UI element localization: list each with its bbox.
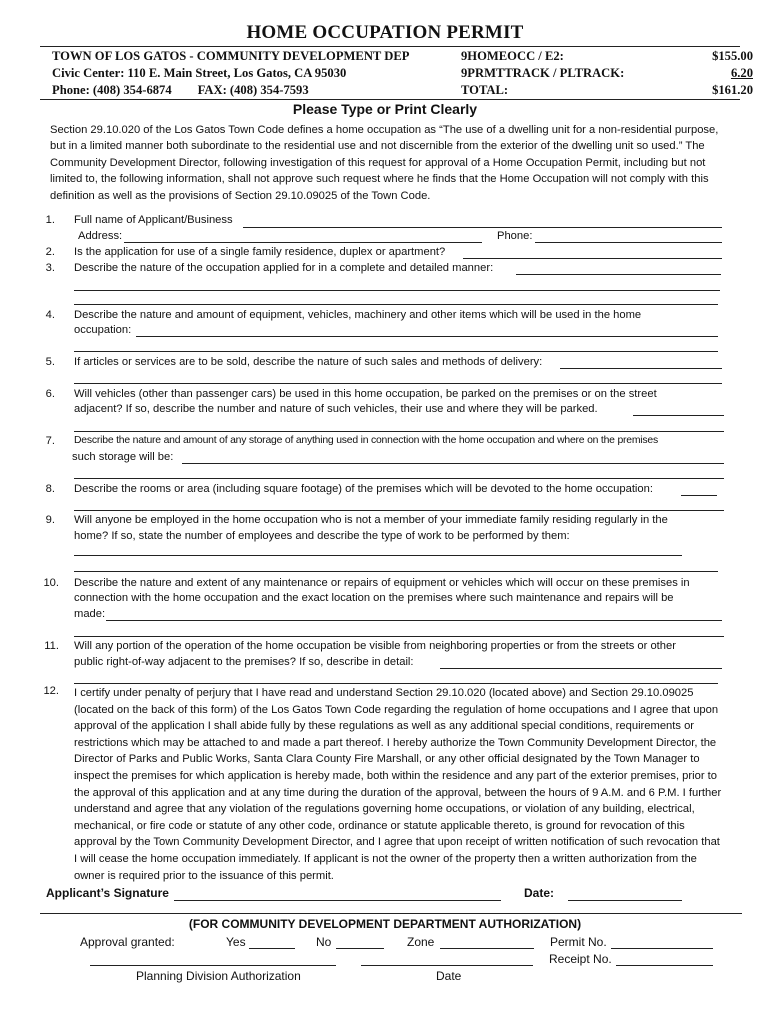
rooms-label: Describe the rooms or area (including square footage) of the premises which will be devoted to the home occupation:	[74, 483, 653, 495]
storage-field[interactable]	[182, 463, 724, 464]
applicant-signature-label: Applicant’s Signature	[46, 886, 169, 900]
approval-no-label: No	[316, 935, 332, 949]
rooms-field[interactable]	[681, 495, 717, 496]
vehicles-label: Will vehicles (other than passenger cars) be used in this home occupation, be parked on the premises or on the street	[74, 388, 657, 400]
signature-date-label: Date:	[524, 886, 555, 900]
residence-type-label: Is the application for use of a single family residence, duplex or apartment?	[74, 246, 446, 258]
sales-field[interactable]	[560, 368, 722, 369]
employees-label: Will anyone be employed in the home occupation who is not a member of your immediate family residing regularly in the	[74, 514, 668, 526]
occupation-nature-field-line[interactable]	[74, 290, 720, 291]
question-number: 11.	[44, 640, 59, 652]
employees-label-cont: home? If so, state the number of employees and describe the type of work to be performed by them:	[74, 530, 570, 542]
employees-field-line[interactable]	[74, 571, 718, 572]
header-phone: Phone: (408) 354-6874	[52, 83, 172, 97]
visibility-field[interactable]	[440, 668, 722, 669]
fee-total-amount: $161.20	[712, 83, 753, 97]
approval-granted-label: Approval granted:	[80, 935, 175, 949]
question-number: 8.	[45, 483, 55, 495]
header-fax: FAX: (408) 354-7593	[197, 83, 309, 97]
header-civic-center: Civic Center: 110 E. Main Street, Los Gatos, CA 95030	[52, 66, 347, 80]
vehicles-label-cont: adjacent? If so, describe the number and nature of such vehicles, their use and where they will be parked.	[74, 403, 598, 415]
question-number: 6.	[45, 388, 55, 400]
header-top-rule	[40, 46, 740, 47]
maintenance-label: Describe the nature and extent of any maintenance or repairs of equipment or vehicles which will occur on these premises in	[74, 577, 690, 589]
header-bottom-rule	[40, 99, 740, 100]
authorization-rule	[40, 913, 742, 914]
form-title: HOME OCCUPATION PERMIT	[246, 22, 524, 43]
sales-field-line[interactable]	[74, 383, 722, 384]
question-number: 5.	[45, 356, 55, 368]
applicant-signature-field[interactable]	[174, 900, 501, 901]
vehicles-field[interactable]	[633, 415, 724, 416]
phone-field[interactable]	[535, 242, 722, 243]
phone-label: Phone:	[497, 230, 533, 242]
question-number: 4.	[45, 309, 55, 321]
applicant-name-label: Full name of Applicant/Business	[74, 214, 233, 226]
occupation-nature-label: Describe the nature of the occupation applied for in a complete and detailed manner:	[74, 262, 494, 274]
fee-block	[461, 48, 753, 99]
question-number: 3.	[45, 262, 55, 274]
planning-authorization-field[interactable]	[90, 965, 336, 966]
planning-authorization-label: Planning Division Authorization	[136, 969, 301, 983]
maintenance-field-line[interactable]	[74, 636, 724, 637]
equipment-field[interactable]	[136, 336, 718, 337]
approval-yes-label: Yes	[226, 935, 246, 949]
rooms-field-line[interactable]	[74, 510, 724, 511]
storage-label-cont: such storage will be:	[72, 451, 174, 463]
maintenance-label-cont: connection with the home occupation and the exact location on the premises where such maintenance and repairs will be	[74, 592, 674, 604]
residence-type-field[interactable]	[463, 258, 722, 259]
storage-field-line[interactable]	[74, 478, 724, 479]
vehicles-field-line[interactable]	[74, 431, 724, 432]
question-number: 10.	[43, 577, 59, 589]
authorization-date-field[interactable]	[361, 965, 533, 966]
receipt-number-label: Receipt No.	[549, 952, 612, 966]
visibility-field-line[interactable]	[74, 683, 718, 684]
approval-yes-field[interactable]	[249, 948, 295, 949]
permit-number-label: Permit No.	[550, 935, 607, 949]
question-number: 1.	[45, 214, 55, 226]
question-number: 2.	[45, 246, 55, 258]
fee-total-label: TOTAL:	[461, 83, 509, 97]
header-department: TOWN OF LOS GATOS - COMMUNITY DEVELOPMENT DEP	[52, 49, 410, 63]
authorization-date-label: Date	[436, 969, 462, 983]
visibility-label-cont: public right-of-way adjacent to the premises? If so, describe in detail:	[74, 656, 414, 668]
intro-paragraph: Section 29.10.020 of the Los Gatos Town Code defines a home occupation as “The use of a dwelling unit for a non-residential purpose, but in a limited manner both subordinate to the residential use and not discernible from the exterior of the dwelling unit so used.” The Community Development Director, following investigation of this request for approval of a Home Occupation Permit, including but not limited to, the following information, shall not approve such request where he finds that the Home Occupation will not comply with this definition as well as the provisions of Section 29.10.09025 of the Town Code.	[50, 124, 719, 202]
fee-amount: $155.00	[712, 49, 753, 63]
occupation-nature-field-line[interactable]	[74, 304, 718, 305]
approval-no-field[interactable]	[336, 948, 384, 949]
header-address-block	[52, 48, 409, 99]
signature-date-field[interactable]	[568, 900, 682, 901]
question-number: 9.	[45, 514, 55, 526]
employees-field[interactable]	[74, 555, 682, 556]
sales-label: If articles or services are to be sold, describe the nature of such sales and methods of delivery:	[74, 356, 543, 368]
receipt-number-field[interactable]	[616, 965, 713, 966]
zone-label: Zone	[407, 935, 435, 949]
fee-label: 9PRMTTRACK / PLTRACK:	[461, 66, 625, 80]
fee-amount: 6.20	[730, 66, 753, 80]
permit-number-field[interactable]	[611, 948, 713, 949]
instructions-heading: Please Type or Print Clearly	[292, 101, 478, 117]
occupation-nature-field[interactable]	[516, 274, 721, 275]
equipment-field-line[interactable]	[74, 351, 718, 352]
address-label: Address:	[78, 230, 123, 242]
maintenance-label-cont: made:	[74, 608, 106, 620]
question-number: 7.	[45, 435, 55, 447]
zone-field[interactable]	[440, 948, 534, 949]
equipment-label: Describe the nature and amount of equipment, vehicles, machinery and other items which will be used in the home	[74, 309, 642, 321]
authorization-heading: (FOR COMMUNITY DEVELOPMENT DEPARTMENT AUTHORIZATION)	[188, 917, 582, 931]
equipment-label-cont: occupation:	[74, 324, 132, 336]
maintenance-field[interactable]	[106, 620, 722, 621]
fee-label: 9HOMEOCC / E2:	[461, 49, 564, 63]
certification-paragraph: I certify under penalty of perjury that I have read and understand Section 29.10.020 (located above) and Section 29.10.09025 (located on the back of this form) of the Los Gatos Town Code regarding the regulation of home occupations and I agree that upon approval of the application I shall abide fully by these regulations as well as any additional special conditions, requirements or restrictions which may be attached to and made a part thereof. I hereby authorize the Town Community Development Director, the Director of Parks and Public Works, Santa Clara County Fire Marshall, or any other official designated by the Town Manager to inspect the premises for which application is hereby made, both within the residence and any part of the exterior premises, prior to the approval of this application and at any time during the duration of the approval, between the hours of 9 A.M. and 6 P.M. I further understand and agree that any violation of the regulations governing home occupations, or violation of any building, electrical, mechanical, or fire code or statute of any other code, ordinance or statute applicable thereto, is ground for revocation of this approval by the Town Community Development Director, and I agree that upon receipt of written notification of such revocation that I will cease the home occupation immediately. If applicant is not the owner of the property then a written authorization from the owner is required prior to the issuance of this permit.	[74, 687, 722, 882]
visibility-label: Will any portion of the operation of the home occupation be visible from neighboring properties or from the streets or other	[74, 640, 676, 652]
address-field[interactable]	[124, 242, 482, 243]
applicant-name-field[interactable]	[243, 227, 722, 228]
question-number: 12.	[43, 685, 59, 697]
storage-label: Describe the nature and amount of any storage of anything used in connection with the home occupation and where on the premises	[74, 435, 658, 446]
